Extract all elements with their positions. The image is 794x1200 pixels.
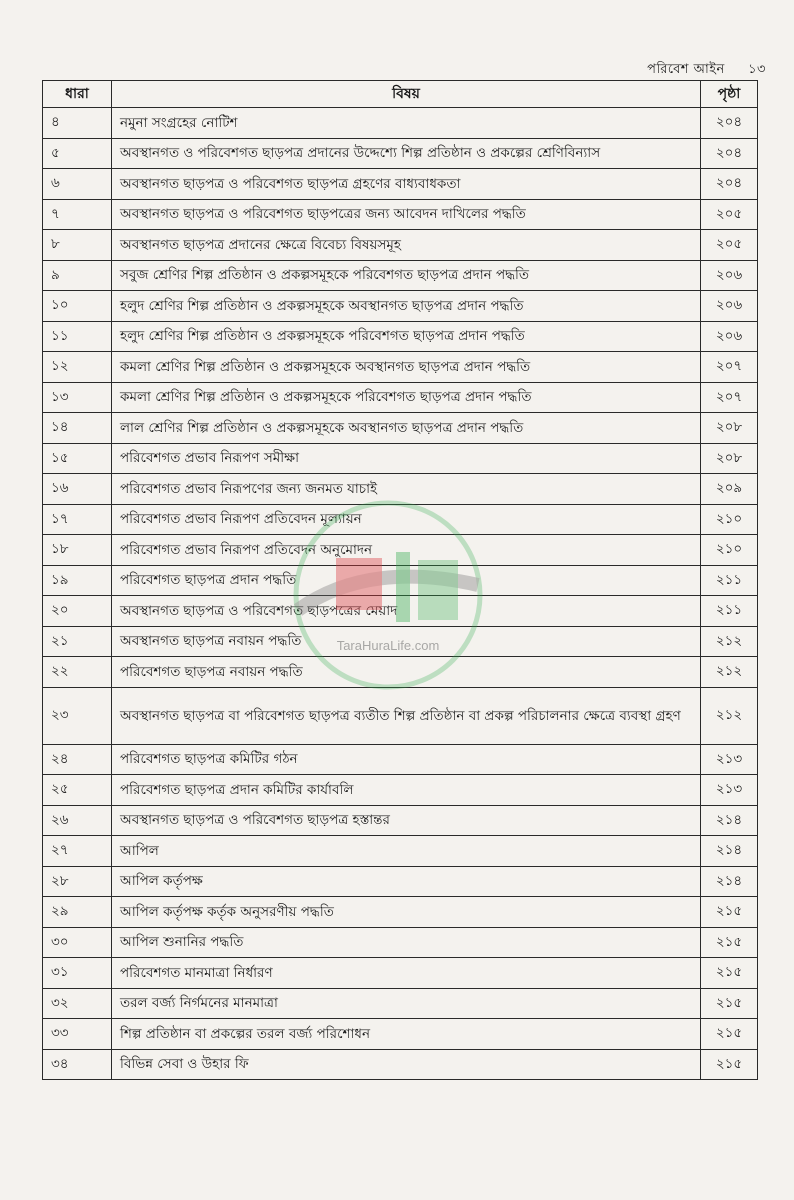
page-reference: ২১৫ bbox=[701, 988, 758, 1019]
section-subject: হলুদ শ্রেণির শিল্প প্রতিষ্ঠান ও প্রকল্পসমূহকে পরিবেশগত ছাড়পত্র প্রদান পদ্ধতি bbox=[112, 321, 701, 352]
section-subject: আপিল কর্তৃপক্ষ কর্তৃক অনুসরণীয় পদ্ধতি bbox=[112, 897, 701, 928]
section-number: ৩২ bbox=[43, 988, 112, 1019]
page-reference: ২০৮ bbox=[701, 413, 758, 444]
section-subject: অবস্থানগত ও পরিবেশগত ছাড়পত্র প্রদানের উদ্দেশ্যে শিল্প প্রতিষ্ঠান ও প্রকল্পের শ্রেণিবিন্যাস bbox=[112, 138, 701, 169]
table-row bbox=[43, 291, 758, 322]
section-number: ১৮ bbox=[43, 535, 112, 566]
page-reference: ২১৪ bbox=[701, 836, 758, 867]
section-subject: কমলা শ্রেণির শিল্প প্রতিষ্ঠান ও প্রকল্পসমূহকে পরিবেশগত ছাড়পত্র প্রদান পদ্ধতি bbox=[112, 382, 701, 413]
section-subject: হলুদ শ্রেণির শিল্প প্রতিষ্ঠান ও প্রকল্পসমূহকে অবস্থানগত ছাড়পত্র প্রদান পদ্ধতি bbox=[112, 291, 701, 322]
table-row bbox=[43, 744, 758, 775]
table-row bbox=[43, 897, 758, 928]
section-subject: কমলা শ্রেণির শিল্প প্রতিষ্ঠান ও প্রকল্পসমূহকে অবস্থানগত ছাড়পত্র প্রদান পদ্ধতি bbox=[112, 352, 701, 383]
table-row bbox=[43, 443, 758, 474]
table-row bbox=[43, 199, 758, 230]
section-number: ৩১ bbox=[43, 958, 112, 989]
section-subject: পরিবেশগত প্রভাব নিরূপণের জন্য জনমত যাচাই bbox=[112, 474, 701, 505]
section-number: ১৩ bbox=[43, 382, 112, 413]
table-row bbox=[43, 413, 758, 444]
section-number: ৩৪ bbox=[43, 1049, 112, 1080]
page-reference: ২০৬ bbox=[701, 321, 758, 352]
page-number: ১৩ bbox=[748, 62, 766, 77]
section-subject: সবুজ শ্রেণির শিল্প প্রতিষ্ঠান ও প্রকল্পসমূহকে পরিবেশগত ছাড়পত্র প্রদান পদ্ধতি bbox=[112, 260, 701, 291]
section-number: ২৪ bbox=[43, 744, 112, 775]
section-subject: পরিবেশগত প্রভাব নিরূপণ প্রতিবেদন অনুমোদন bbox=[112, 535, 701, 566]
header-subject: বিষয় bbox=[112, 81, 701, 108]
section-number: ২৫ bbox=[43, 775, 112, 806]
section-subject: বিভিন্ন সেবা ও উহার ফি bbox=[112, 1049, 701, 1080]
section-number: ২৮ bbox=[43, 866, 112, 897]
page-reference: ২০৭ bbox=[701, 382, 758, 413]
section-subject: অবস্থানগত ছাড়পত্র প্রদানের ক্ষেত্রে বিবেচ্য বিষয়সমূহ bbox=[112, 230, 701, 261]
section-subject: অবস্থানগত ছাড়পত্র ও পরিবেশগত ছাড়পত্র গ্রহণের বাধ্যবাধকতা bbox=[112, 169, 701, 200]
section-subject: অবস্থানগত ছাড়পত্র নবায়ন পদ্ধতি bbox=[112, 626, 701, 657]
section-subject: পরিবেশগত প্রভাব নিরূপণ সমীক্ষা bbox=[112, 443, 701, 474]
table-row bbox=[43, 927, 758, 958]
section-number: ৯ bbox=[43, 260, 112, 291]
page-reference: ২০৪ bbox=[701, 169, 758, 200]
page-reference: ২০৪ bbox=[701, 138, 758, 169]
section-subject: লাল শ্রেণির শিল্প প্রতিষ্ঠান ও প্রকল্পসমূহকে অবস্থানগত ছাড়পত্র প্রদান পদ্ধতি bbox=[112, 413, 701, 444]
table-row bbox=[43, 535, 758, 566]
section-number: ২০ bbox=[43, 596, 112, 627]
section-number: ১৫ bbox=[43, 443, 112, 474]
table-row bbox=[43, 1049, 758, 1080]
table-row bbox=[43, 626, 758, 657]
book-title: পরিবেশ আইন bbox=[647, 62, 725, 77]
section-number: ১৪ bbox=[43, 413, 112, 444]
page-reference: ২০৫ bbox=[701, 199, 758, 230]
table-row bbox=[43, 687, 758, 744]
page-reference: ২০৯ bbox=[701, 474, 758, 505]
section-number: ৭ bbox=[43, 199, 112, 230]
page-reference: ২১৪ bbox=[701, 805, 758, 836]
section-number: ১০ bbox=[43, 291, 112, 322]
section-number: ৫ bbox=[43, 138, 112, 169]
watermark-text: TaraHuraLife.com bbox=[336, 638, 440, 653]
page-reference: ২০৬ bbox=[701, 260, 758, 291]
section-subject: নমুনা সংগ্রহের নোটিশ bbox=[112, 108, 701, 139]
section-subject: আপিল কর্তৃপক্ষ bbox=[112, 866, 701, 897]
table-row bbox=[43, 230, 758, 261]
page-reference: ২১০ bbox=[701, 504, 758, 535]
section-subject: অবস্থানগত ছাড়পত্র বা পরিবেশগত ছাড়পত্র ব্যতীত শিল্প প্রতিষ্ঠান বা প্রকল্প পরিচালনার ক্ষেত্রে ব্যবস্থা গ্রহণ bbox=[112, 687, 701, 744]
table-row bbox=[43, 866, 758, 897]
table-row bbox=[43, 958, 758, 989]
page-reference: ২১৫ bbox=[701, 1019, 758, 1050]
page-reference: ২১৫ bbox=[701, 897, 758, 928]
section-number: ২৭ bbox=[43, 836, 112, 867]
table-row bbox=[43, 565, 758, 596]
table-row bbox=[43, 138, 758, 169]
section-subject: আপিল bbox=[112, 836, 701, 867]
table-row bbox=[43, 382, 758, 413]
header-section: ধারা bbox=[43, 81, 112, 108]
section-number: ৩০ bbox=[43, 927, 112, 958]
table-row bbox=[43, 108, 758, 139]
header-page: পৃষ্ঠা bbox=[701, 81, 758, 108]
page-reference: ২০৬ bbox=[701, 291, 758, 322]
table-row bbox=[43, 596, 758, 627]
section-number: ১১ bbox=[43, 321, 112, 352]
page-reference: ২১১ bbox=[701, 565, 758, 596]
section-subject: পরিবেশগত প্রভাব নিরূপণ প্রতিবেদন মূল্যায়ন bbox=[112, 504, 701, 535]
running-header bbox=[647, 60, 766, 81]
table-row bbox=[43, 321, 758, 352]
page-reference: ২১৫ bbox=[701, 958, 758, 989]
section-subject: অবস্থানগত ছাড়পত্র ও পরিবেশগত ছাড়পত্রের জন্য আবেদন দাখিলের পদ্ধতি bbox=[112, 199, 701, 230]
table-body bbox=[43, 108, 758, 1080]
page-reference: ২১১ bbox=[701, 596, 758, 627]
section-number: ২৩ bbox=[43, 687, 112, 744]
section-subject: পরিবেশগত ছাড়পত্র প্রদান পদ্ধতি bbox=[112, 565, 701, 596]
page-reference: ২১৩ bbox=[701, 775, 758, 806]
section-subject: তরল বর্জ্য নির্গমনের মানমাত্রা bbox=[112, 988, 701, 1019]
page-reference: ২১২ bbox=[701, 687, 758, 744]
table-row bbox=[43, 169, 758, 200]
page-reference: ২১২ bbox=[701, 657, 758, 688]
section-subject: পরিবেশগত ছাড়পত্র নবায়ন পদ্ধতি bbox=[112, 657, 701, 688]
section-subject: আপিল শুনানির পদ্ধতি bbox=[112, 927, 701, 958]
table-row bbox=[43, 352, 758, 383]
page-reference: ২০৫ bbox=[701, 230, 758, 261]
page-reference: ২১০ bbox=[701, 535, 758, 566]
table-row bbox=[43, 805, 758, 836]
section-number: ২৬ bbox=[43, 805, 112, 836]
section-number: ১৭ bbox=[43, 504, 112, 535]
section-subject: পরিবেশগত ছাড়পত্র প্রদান কমিটির কার্যাবলি bbox=[112, 775, 701, 806]
section-number: ১২ bbox=[43, 352, 112, 383]
section-subject: অবস্থানগত ছাড়পত্র ও পরিবেশগত ছাড়পত্র হস্তান্তর bbox=[112, 805, 701, 836]
table-row bbox=[43, 1019, 758, 1050]
page-reference: ২০৪ bbox=[701, 108, 758, 139]
section-number: ৮ bbox=[43, 230, 112, 261]
page-reference: ২১৫ bbox=[701, 927, 758, 958]
page-reference: ২০৭ bbox=[701, 352, 758, 383]
table-row bbox=[43, 836, 758, 867]
section-number: ১৬ bbox=[43, 474, 112, 505]
contents-table bbox=[42, 80, 758, 1080]
table-row bbox=[43, 657, 758, 688]
page-reference: ২০৮ bbox=[701, 443, 758, 474]
section-number: ২৯ bbox=[43, 897, 112, 928]
table-row bbox=[43, 474, 758, 505]
section-subject: শিল্প প্রতিষ্ঠান বা প্রকল্পের তরল বর্জ্য পরিশোধন bbox=[112, 1019, 701, 1050]
table-row bbox=[43, 775, 758, 806]
page-reference: ২১৫ bbox=[701, 1049, 758, 1080]
section-number: ২২ bbox=[43, 657, 112, 688]
table-row bbox=[43, 988, 758, 1019]
section-number: ২১ bbox=[43, 626, 112, 657]
page-reference: ২১৪ bbox=[701, 866, 758, 897]
page-reference: ২১২ bbox=[701, 626, 758, 657]
page-reference: ২১৩ bbox=[701, 744, 758, 775]
table-row bbox=[43, 260, 758, 291]
table-row bbox=[43, 504, 758, 535]
section-number: ৪ bbox=[43, 108, 112, 139]
section-number: ১৯ bbox=[43, 565, 112, 596]
section-subject: পরিবেশগত ছাড়পত্র কমিটির গঠন bbox=[112, 744, 701, 775]
table-header-row bbox=[43, 81, 758, 108]
section-number: ৬ bbox=[43, 169, 112, 200]
section-subject: অবস্থানগত ছাড়পত্র ও পরিবেশগত ছাড়পত্রের মেয়াদ bbox=[112, 596, 701, 627]
section-subject: পরিবেশগত মানমাত্রা নির্ধারণ bbox=[112, 958, 701, 989]
section-number: ৩৩ bbox=[43, 1019, 112, 1050]
